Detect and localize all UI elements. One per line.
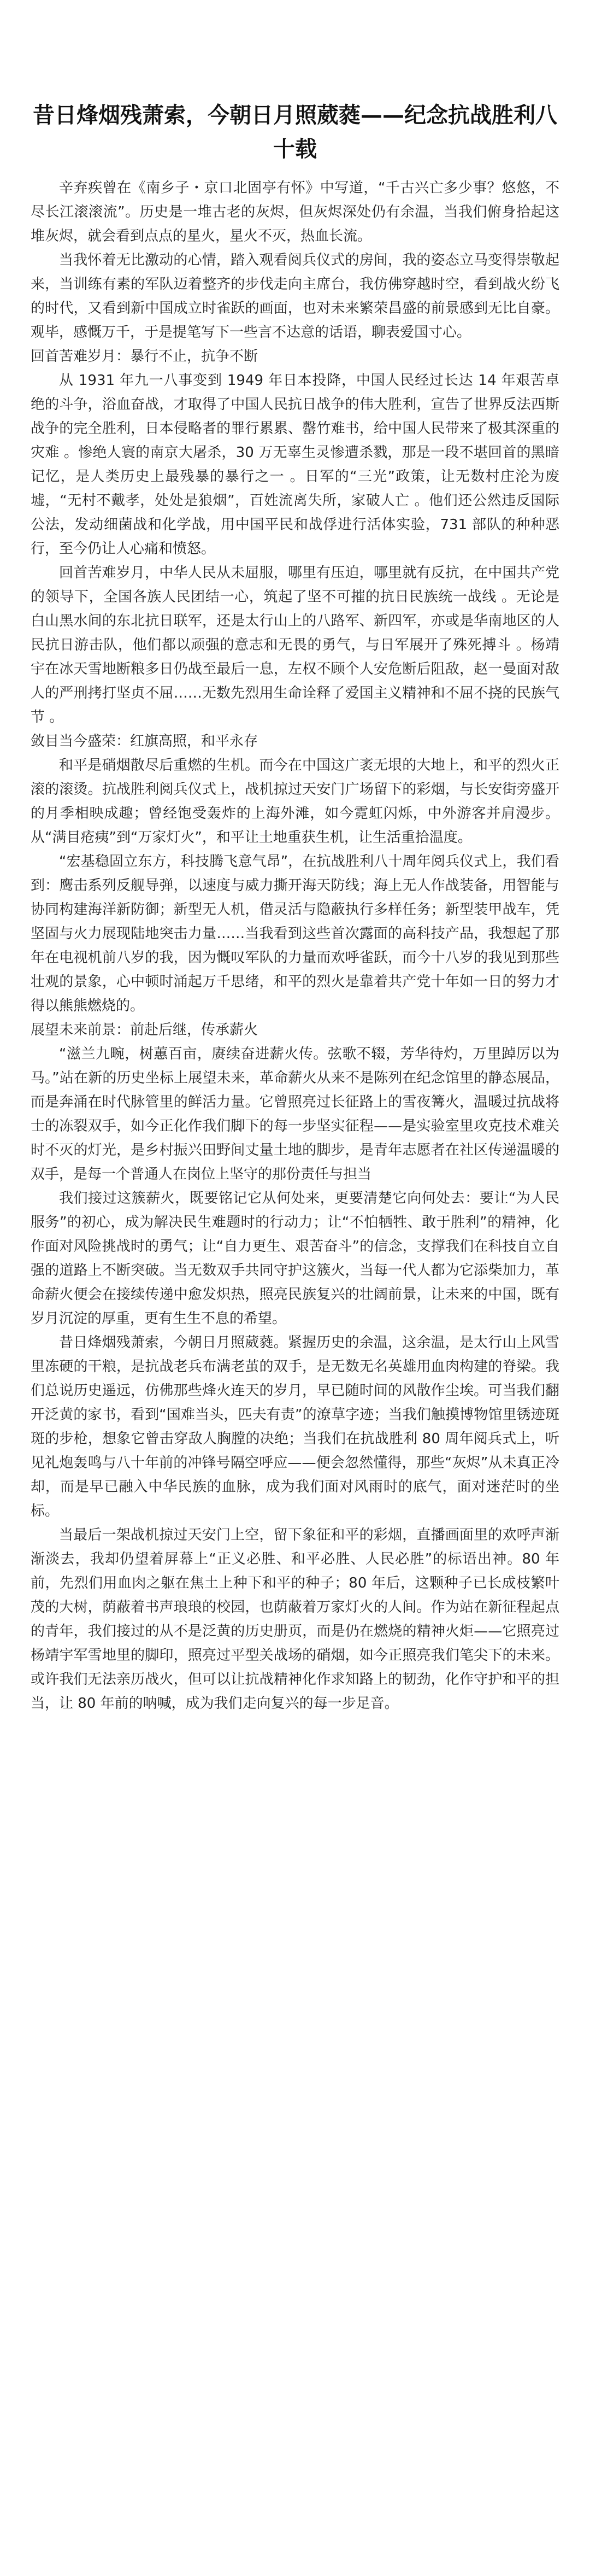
body-paragraph: 和平是硝烟散尽后重燃的生机。而今在中国这广袤无垠的大地上，和平的烈火正滚的滚烫。抗战胜利阅兵仪式上，战机掠过天安门广场留下的彩烟，与长安街旁盛开的月季相映成趣；曾经饱受轰炸的上海外滩，如今霓虹闪烁，中外游客并肩漫步。从“满目疮痍”到“万家灯火”，和平让土地重获生机，让生活重拾温度。 [31, 757, 559, 846]
body-paragraph: 回首苦难岁月，中华人民从未屈服，哪里有压迫，哪里就有反抗，在中国共产党的领导下，全国各族人民团结一心，筑起了坚不可摧的抗日民族统一战线 。无论是白山黑水间的东北抗日联军，还是太行山上的八路军、新四军，亦或是华南地区的人民抗日游击队，他们都以顽强的意志和无畏的勇气，与日军展开了殊死搏斗 。杨靖宇在冰天雪地断粮多日仍战至最后一息，左权不顾个人安危断后阻敌，赵一曼面对敌人的严刑拷打坚贞不屈……无数先烈用生命诠释了爱国主义精神和不屈不挠的民族气节 。 [31, 565, 559, 725]
body-paragraph: 我们接过这簇薪火，既要铭记它从何处来，更要清楚它向何处去：要让“为人民服务”的初心，成为解决民生难题时的行动力；让“不怕牺牲、敢于胜利”的精神，化作面对风险挑战时的勇气；让“自力更生、艰苦奋斗”的信念，支撑我们在科技自立自强的道路上不断突破。当无数双手共同守护这簇火，当每一代人都为它添柴加力，革命薪火便会在接续传递中愈发炽热，照亮民族复兴的壮阔前景，让未来的中国，既有岁月沉淀的厚重，更有生生不息的希望。 [31, 1190, 559, 1327]
section-heading: 展望未来前景：前赴后继，传承薪火 [31, 1022, 258, 1038]
body-paragraph: 从 1931 年九一八事变到 1949 年日本投降，中国人民经过长达 14 年艰苦卓绝的斗争，浴血奋战，才取得了中国人民抗日战争的伟大胜利，宣告了世界反法西斯战争的完全胜利，日本侵略者的罪行累累、罄竹难书，给中国人民带来了极其深重的灾难 。惨绝人寰的南京大屠杀，30 万无辜生灵惨遭杀戮，那是一段不堪回首的黑暗记忆，是人类历史上最残暴的暴行之一 。日军的“三光”政策，让无数村庄沦为废墟，“无村不戴孝，处处是狼烟”，百姓流离失所，家破人亡 。他们还公然违反国际公法，发动细菌战和化学战，用中国平民和战俘进行活体实验，731 部队的种种恶行，至今仍让人心痛和愤怒。 [31, 372, 559, 557]
body-paragraph: “宏基稳固立东方，科技腾飞意气昂”，在抗战胜利八十周年阅兵仪式上，我们看到：鹰击系列反舰导弹，以速度与威力撕开海天防线；海上无人作战装备，用智能与协同构建海洋新防御；新型无人机，借灵活与隐蔽执行多样任务；新型装甲战车，凭坚固与火力展现陆地突击力量……当我看到这些首次露面的高科技产品，我想起了那年在电视机前八岁的我，因为慨叹军队的力量而欢呼雀跃，而今十八岁的我见到那些壮观的景象，心中顿时涌起万千思绪，和平的烈火是靠着共产党十年如一日的努力才得以熊熊燃烧的。 [31, 853, 559, 1014]
body-paragraph: 当最后一架战机掠过天安门上空，留下象征和平的彩烟，直播画面里的欢呼声渐渐淡去，我却仍望着屏幕上“正义必胜、和平必胜、人民必胜”的标语出神。80 年前，先烈们用血肉之躯在焦土上种下和平的种子；80 年后，这颗种子已长成枝繁叶茂的大树，荫蔽着书声琅琅的校园，也荫蔽着万家灯火的人间。作为站在新征程起点的青年，我们接过的从不是泛黄的历史册页，而是仍在燃烧的精神火炬——它照亮过杨靖宇军雪地里的脚印，照亮过平型关战场的硝烟，如今正照亮我们笔尖下的未来。或许我们无法亲历战火，但可以让抗战精神化作求知路上的韧劲，化作守护和平的担当，让 80 年前的呐喊，成为我们走向复兴的每一步足音。 [31, 1527, 559, 1712]
body-paragraph: 昔日烽烟残萧索，今朝日月照葳蕤。紧握历史的余温，这余温，是太行山上风雪里冻硬的干粮，是抗战老兵布满老茧的双手，是无数无名英雄用血肉构建的脊梁。我们总说历史遥远，仿佛那些烽火连天的岁月，早已随时间的风散作尘埃。可当我们翻开泛黄的家书，看到“国难当头，匹夫有责”的潦草字迹；当我们触摸博物馆里锈迹斑斑的步枪，想象它曾击穿敌人胸膛的决绝；当我们在抗战胜利 80 周年阅兵式上，听见礼炮轰鸣与八十年前的冲锋号隔空呼应——便会忽然懂得，那些“灰烬”从未真正冷却，而是早已融入中华民族的血脉，成为我们面对风雨时的底气，面对迷茫时的坐标。 [31, 1334, 559, 1519]
section-heading: 敛目当今盛荣：红旗高照，和平永存 [31, 733, 258, 750]
section-heading: 回首苦难岁月：暴行不止，抗争不断 [31, 348, 258, 365]
article-title: 昔日烽烟残萧索，今朝日月照葳蕤——纪念抗战胜利八十载 [33, 103, 557, 162]
intro-paragraph: 当我怀着无比激动的心情，踏入观看阅兵仪式的房间，我的姿态立马变得崇敬起来，当训练有素的军队迈着整齐的步伐走向主席台，我仿佛穿越时空，看到战火纷飞的时代，又看到新中国成立时雀跃的画面，也对未来繁荣昌盛的前景感到无比自豪。观毕，感慨万千，于是提笔写下一些言不达意的话语，聊表爱国寸心。 [31, 252, 559, 341]
intro-paragraph: 辛弃疾曾在《南乡子・京口北固亭有怀》中写道，“千古兴亡多少事？悠悠，不尽长江滚滚流”。历史是一堆古老的灰烬，但灰烬深处仍有余温，当我们俯身拾起这堆灰烬，就会看到点点的星火，星火不灭，热血长流。 [31, 180, 559, 244]
body-paragraph: “滋兰九畹，树蕙百亩，赓续奋进薪火传。弦歌不辍，芳华待灼，万里踔厉以为马。”站在新的历史坐标上展望未来，革命薪火从来不是陈列在纪念馆里的静态展品，而是奔涌在时代脉管里的鲜活力量。它曾照亮过长征路上的雪夜篝火，温暖过抗战将士的冻裂双手，如今正化作我们脚下的每一步坚实征程——是实验室里攻克技术难关时不灭的灯光，是乡村振兴田野间丈量土地的脚步，是青年志愿者在社区传递温暖的双手，是每一个普通人在岗位上坚守的那份责任与担当 [31, 1046, 559, 1182]
